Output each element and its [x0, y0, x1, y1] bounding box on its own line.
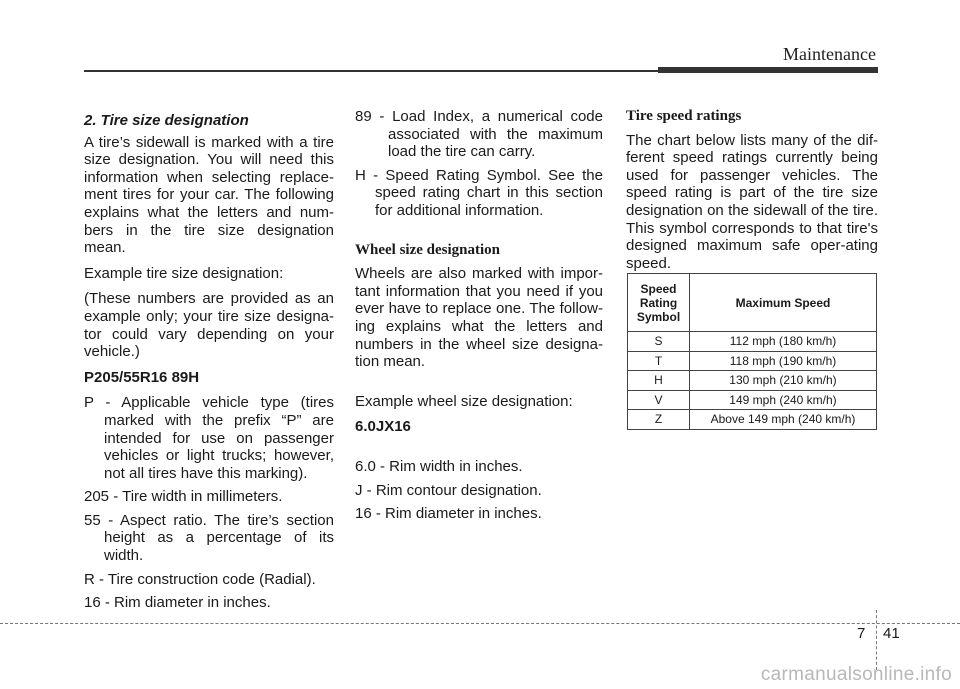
table-row: [628, 332, 877, 352]
footer-divider: [0, 623, 960, 624]
table-cell-speed: 130 mph (210 km/h): [690, 371, 877, 391]
table-cell-symbol: Z: [628, 410, 690, 430]
column-right: [626, 108, 878, 280]
table-cell-speed: 118 mph (190 km/h): [690, 351, 877, 371]
table-row: [628, 371, 877, 391]
wheel-size-code: 6.0JX16: [355, 418, 411, 436]
list-item: H - Speed Rating Symbol. See the speed rating chart in this section for additional information.: [355, 166, 603, 219]
table-cell-speed: 112 mph (180 km/h): [690, 332, 877, 352]
example-label: Example tire size designation:: [84, 264, 284, 282]
list-item: P - Applicable vehicle type (tires marked with the prefix “P” are intended for use on passenger vehicles or light trucks; however, not all tires have this marking).: [84, 394, 334, 482]
paragraph-speed-intro: The chart below lists many of the dif-ferent speed ratings currently being used for passenger vehicles. The speed rating is part of the tire size designation on the sidewall of the tire. This symbol corresponds to that tire's designed maximum safe oper-ating speed.: [626, 131, 878, 272]
column-middle: [355, 108, 603, 529]
table-cell-symbol: S: [628, 332, 690, 352]
table-header-row: [628, 274, 877, 332]
list-item: 16 - Rim diameter in inches.: [84, 594, 271, 612]
paragraph-note: (These numbers are provided as an example only; your tire size designa-tor could vary depending on your vehicle.): [84, 290, 334, 361]
section-heading-speed-ratings: Tire speed ratings: [626, 108, 742, 124]
example-label: Example wheel size designation:: [355, 392, 573, 410]
section-heading-tire-size: 2. Tire size designation: [84, 112, 249, 129]
header-rule-accent: [658, 67, 878, 73]
watermark: carmanualsonline.info: [760, 664, 952, 685]
table-cell-speed: 149 mph (240 km/h): [690, 390, 877, 410]
table-row: [628, 390, 877, 410]
table-cell-symbol: H: [628, 371, 690, 391]
page-number-divider: [876, 610, 877, 670]
list-item: R - Tire construction code (Radial).: [84, 570, 316, 588]
tire-size-code: P205/55R16 89H: [84, 368, 200, 386]
chapter-number: 7: [857, 625, 866, 642]
list-item: 16 - Rim diameter in inches.: [355, 505, 542, 523]
list-item: 55 - Aspect ratio. The tire’s section height as a percentage of its width.: [84, 511, 334, 565]
table-cell-symbol: T: [628, 351, 690, 371]
paragraph-intro: A tire’s sidewall is marked with a tire size designation. You will need this information when selecting replace-ment tires for your car. The following explains what the letters and num-bers in the tire size designation mean.: [84, 133, 334, 257]
speed-rating-table: [627, 273, 877, 430]
header-rule: [84, 70, 658, 72]
column-left: [84, 108, 334, 618]
page-number: 41: [883, 625, 900, 642]
list-item: 89 - Load Index, a numerical code associated with the maximum load the tire can carry.: [355, 108, 603, 161]
list-item: J - Rim contour designation.: [355, 481, 542, 499]
list-item: 205 - Tire width in millimeters.: [84, 488, 283, 506]
page-header-title: Maintenance: [783, 44, 876, 64]
list-item: 6.0 - Rim width in inches.: [355, 457, 523, 475]
table-row: [628, 351, 877, 371]
table-cell-symbol: V: [628, 390, 690, 410]
table-cell-speed: Above 149 mph (240 km/h): [690, 410, 877, 430]
table-header-cell: Maximum Speed: [690, 274, 877, 332]
paragraph-wheel-intro: Wheels are also marked with impor-tant information that you need if you ever have to replace one. The follow-ing explains what the letters and numbers in the wheel size designa-tion mean.: [355, 265, 603, 371]
table-header-cell: Speed Rating Symbol: [628, 274, 690, 332]
section-heading-wheel-size: Wheel size designation: [355, 241, 500, 258]
table-row: [628, 410, 877, 430]
